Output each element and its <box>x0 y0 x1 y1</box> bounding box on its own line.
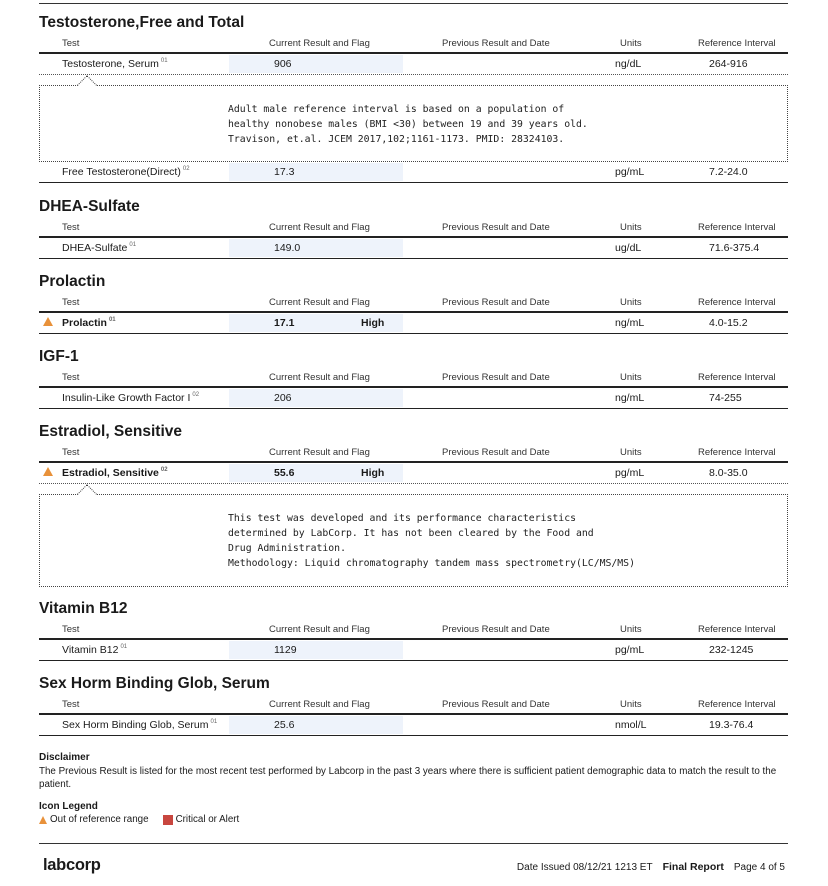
section-igf1 <box>39 346 788 409</box>
date-issued: Date Issued 08/12/21 1213 ET <box>516 862 653 873</box>
legend-label: Critical or Alert <box>175 814 240 825</box>
row-rule <box>39 74 788 75</box>
legend-title: Icon Legend <box>39 801 98 812</box>
result-shade <box>229 716 403 734</box>
table-row <box>39 715 788 735</box>
column-header <box>39 34 788 52</box>
result-shade <box>229 163 403 181</box>
col-previous: Previous Result and Date <box>442 624 550 635</box>
row-rule <box>39 408 788 410</box>
col-current: Current Result and Flag <box>269 222 370 233</box>
result-shade <box>229 641 403 659</box>
units: ng/mL <box>615 316 645 329</box>
result-value: 206 <box>274 391 292 404</box>
section-title: Estradiol, Sensitive <box>39 423 182 440</box>
row-rule <box>39 182 788 184</box>
col-previous: Previous Result and Date <box>442 38 550 49</box>
col-test: Test <box>62 624 80 635</box>
units: ug/dL <box>615 241 642 254</box>
section-title: Sex Horm Binding Glob, Serum <box>39 675 270 692</box>
section-testosterone <box>39 12 788 183</box>
labcorp-logo: labcorp <box>43 856 101 874</box>
reference-interval: 232-1245 <box>709 643 754 656</box>
col-units: Units <box>620 38 642 49</box>
col-reference: Reference Interval <box>698 447 776 458</box>
reference-interval: 19.3-76.4 <box>709 718 754 731</box>
table-row <box>39 463 788 483</box>
units: ng/mL <box>615 391 645 404</box>
col-reference: Reference Interval <box>698 38 776 49</box>
col-test: Test <box>62 297 80 308</box>
top-rule <box>39 3 788 4</box>
table-row <box>39 54 788 74</box>
disclaimer-text: The Previous Result is listed for the most recent test performed by Labcorp in the past 3 years where there is sufficient patient demographic data to match the result to the patient. <box>39 766 777 790</box>
test-name: Estradiol, Sensitive $^{02}$ <box>62 466 168 479</box>
col-test: Test <box>62 222 80 233</box>
row-rule <box>39 483 788 484</box>
col-current: Current Result and Flag <box>269 447 370 458</box>
col-units: Units <box>620 372 642 383</box>
reference-interval: 264-916 <box>709 57 748 70</box>
result-value: 55.6 <box>274 466 295 479</box>
row-rule <box>39 660 788 662</box>
critical-square-icon <box>163 815 173 825</box>
result-value: 17.1 <box>274 316 295 329</box>
units: pg/mL <box>615 466 645 479</box>
test-name: Free Testosterone(Direct) $^{02}$ <box>62 165 190 178</box>
col-previous: Previous Result and Date <box>442 372 550 383</box>
comment-text: This test was developed and its performance characteristics determined by LabCorp. It has not been cleared by the Food and Drug Administration. Methodology: Liquid chromatography tandem mass spectrometry(LC/MS/MS) <box>228 512 635 569</box>
result-value: 149.0 <box>274 241 301 254</box>
col-units: Units <box>620 222 642 233</box>
legend-item-critical <box>163 814 240 825</box>
col-previous: Previous Result and Date <box>442 297 550 308</box>
col-reference: Reference Interval <box>698 222 776 233</box>
column-header <box>39 218 788 236</box>
col-previous: Previous Result and Date <box>442 222 550 233</box>
result-value: 17.3 <box>274 165 295 178</box>
section-shbg <box>39 673 788 736</box>
result-value: 1129 <box>274 643 297 656</box>
footer-info <box>517 861 785 873</box>
comment-box <box>39 494 788 587</box>
col-units: Units <box>620 699 642 710</box>
column-header <box>39 368 788 386</box>
units: nmol/L <box>615 718 647 731</box>
test-name: Testosterone, Serum $^{01}$ <box>62 57 168 70</box>
section-dhea <box>39 196 788 259</box>
section-title: Prolactin <box>39 273 106 290</box>
col-test: Test <box>62 699 80 710</box>
test-name: DHEA-Sulfate $^{01}$ <box>62 241 137 254</box>
table-row <box>39 238 788 258</box>
result-flag: High <box>361 466 385 479</box>
test-name: Sex Horm Binding Glob, Serum $^{01}$ <box>62 718 218 731</box>
reference-interval: 8.0-35.0 <box>709 466 748 479</box>
warning-triangle-icon <box>43 317 53 326</box>
col-reference: Reference Interval <box>698 372 776 383</box>
test-name: Vitamin B12 $^{01}$ <box>62 643 128 656</box>
page-number: Page 4 of 5 <box>733 862 785 873</box>
legend-item-out-of-range <box>39 814 149 825</box>
col-current: Current Result and Flag <box>269 38 370 49</box>
table-row <box>39 313 788 333</box>
col-test: Test <box>62 447 80 458</box>
col-units: Units <box>620 297 642 308</box>
result-shade <box>229 239 403 257</box>
col-current: Current Result and Flag <box>269 372 370 383</box>
row-rule <box>39 258 788 260</box>
row-rule <box>39 735 788 737</box>
col-units: Units <box>620 624 642 635</box>
result-value: 25.6 <box>274 718 295 731</box>
section-title: IGF-1 <box>39 348 79 365</box>
reference-interval: 4.0-15.2 <box>709 316 748 329</box>
table-row <box>39 162 788 182</box>
column-header <box>39 293 788 311</box>
section-title: Vitamin B12 <box>39 600 128 617</box>
legend-label: Out of reference range <box>50 814 149 825</box>
col-previous: Previous Result and Date <box>442 447 550 458</box>
result-flag: High <box>361 316 385 329</box>
units: pg/mL <box>615 643 645 656</box>
section-title: DHEA-Sulfate <box>39 198 140 215</box>
col-units: Units <box>620 447 642 458</box>
section-vitamin-b12 <box>39 598 788 661</box>
col-current: Current Result and Flag <box>269 699 370 710</box>
table-row <box>39 640 788 660</box>
table-row <box>39 388 788 408</box>
reference-interval: 7.2-24.0 <box>709 165 748 178</box>
col-current: Current Result and Flag <box>269 297 370 308</box>
disclaimer <box>39 752 788 791</box>
result-value: 906 <box>274 57 292 70</box>
col-previous: Previous Result and Date <box>442 699 550 710</box>
comment-text: Adult male reference interval is based on a population of healthy nonobese males (BMI <30) between 19 and 39 years old. Travison, et.al. JCEM 2017,102;1161-1173. PMID: 28324103. <box>228 103 588 145</box>
column-header <box>39 695 788 713</box>
test-name: Prolactin $^{01}$ <box>62 316 116 329</box>
units: pg/mL <box>615 165 645 178</box>
result-shade <box>229 55 403 73</box>
col-current: Current Result and Flag <box>269 624 370 635</box>
disclaimer-title: Disclaimer <box>39 752 90 763</box>
section-estradiol <box>39 421 788 587</box>
reference-interval: 74-255 <box>709 391 742 404</box>
footer-rule <box>39 843 788 844</box>
column-header <box>39 620 788 638</box>
reference-interval: 71.6-375.4 <box>709 241 760 254</box>
row-rule <box>39 333 788 335</box>
warning-triangle-icon <box>43 467 53 476</box>
test-name: Insulin-Like Growth Factor I $^{02}$ <box>62 391 200 404</box>
result-shade <box>229 389 403 407</box>
col-reference: Reference Interval <box>698 624 776 635</box>
col-reference: Reference Interval <box>698 699 776 710</box>
comment-box <box>39 85 788 162</box>
icon-legend <box>39 801 239 825</box>
section-title: Testosterone,Free and Total <box>39 14 245 31</box>
column-header <box>39 443 788 461</box>
col-reference: Reference Interval <box>698 297 776 308</box>
report-status: Final Report <box>662 861 724 873</box>
col-test: Test <box>62 372 80 383</box>
units: ng/dL <box>615 57 642 70</box>
col-test: Test <box>62 38 80 49</box>
warning-triangle-icon <box>39 816 47 824</box>
section-prolactin <box>39 271 788 334</box>
